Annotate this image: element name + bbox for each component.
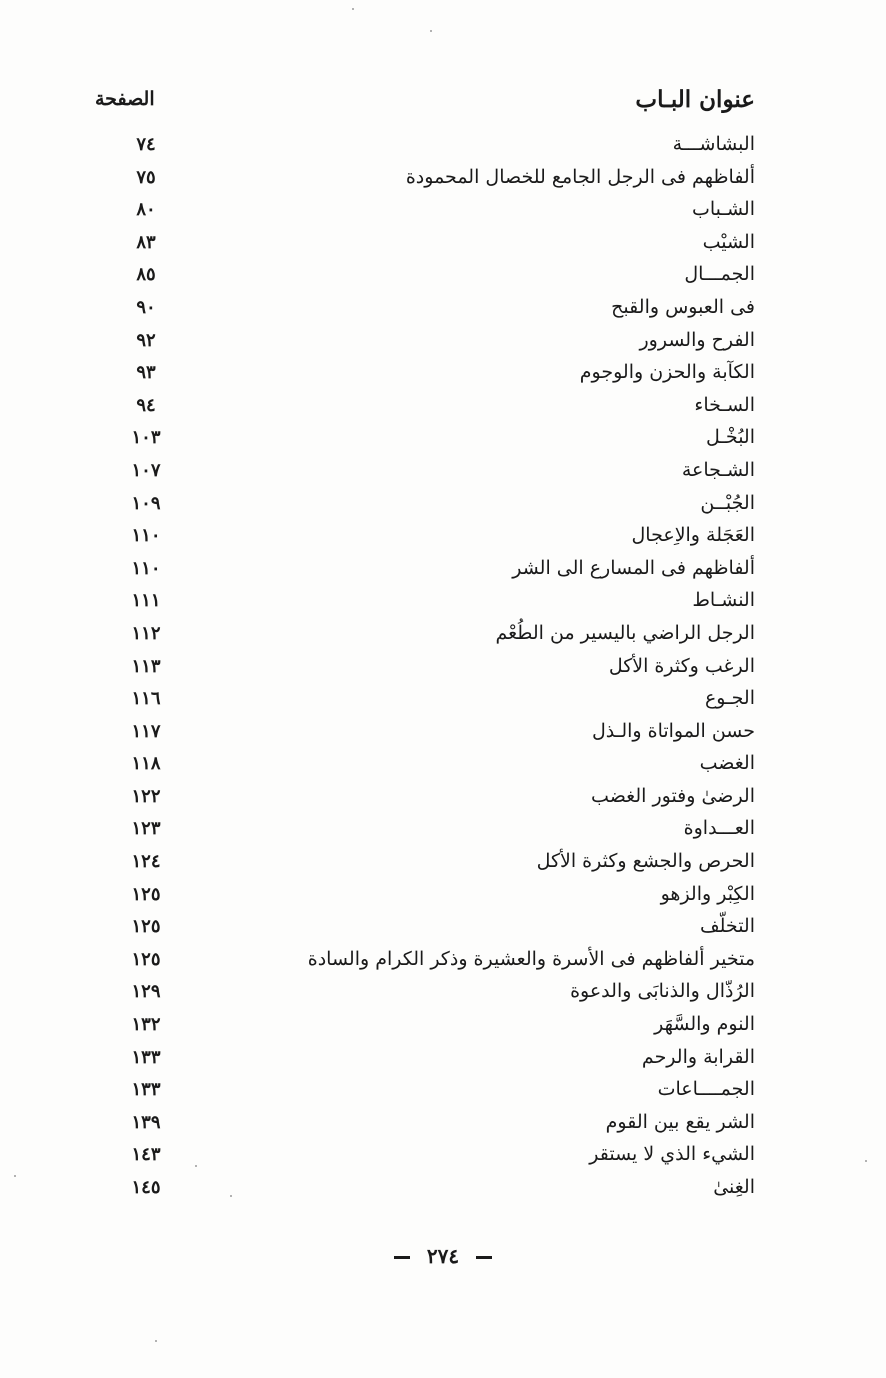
entry-page-number: ٩٣ (136, 362, 156, 384)
toc-entry (95, 652, 755, 685)
entry-page-number: ٧٤ (136, 134, 156, 155)
entry-title: الكآبة والحزن والوجوم (579, 361, 755, 384)
entry-page-number: ٩٠ (136, 296, 156, 318)
entry-page-number: ١٠٣ (131, 427, 161, 449)
entry-page-number: ١٢٥ (131, 916, 161, 938)
table-of-contents-header (95, 86, 755, 118)
toc-entry (95, 1173, 755, 1206)
toc-entry (95, 814, 755, 847)
entry-page-number: ١٣٣ (131, 1046, 161, 1068)
entry-page-number: ١٢٤ (131, 851, 161, 873)
entry-title: الشيْب (702, 230, 755, 253)
entry-page-number: ١١٣ (131, 655, 161, 677)
entry-page-number: ١٠٩ (131, 492, 161, 514)
toc-entry (95, 1108, 755, 1141)
entry-title: الحرص والجشع وكثرة الأكل (536, 850, 755, 873)
toc-entry (95, 1010, 755, 1043)
toc-entry (95, 717, 755, 750)
table-of-contents-list (95, 130, 755, 1206)
entry-title: الكِبْر والزهو (660, 882, 755, 905)
entry-page-number: ٧٥ (136, 166, 156, 188)
entry-title: البشاشـــة (672, 133, 755, 155)
toc-entry (95, 684, 755, 717)
entry-title: الغِنىٰ (713, 1176, 755, 1198)
entry-page-number: ٩٢ (136, 329, 156, 351)
entry-page-number: ١٢٥ (131, 883, 161, 905)
entry-title: السـخاء (694, 393, 755, 416)
entry-title: الشر يقع بين القوم (605, 1110, 755, 1133)
entry-title: البُخْـل (705, 426, 755, 449)
entry-title: الشيء الذي لا يستقر (589, 1143, 755, 1166)
chapter-title-column-heading: عنوان البـاب (635, 86, 755, 113)
toc-entry (95, 1043, 755, 1076)
entry-title: الرُذّال والذنابَى والدعوة (570, 980, 755, 1003)
toc-entry (95, 521, 755, 554)
entry-page-number: ١٢٣ (131, 818, 161, 840)
toc-entry (95, 456, 755, 489)
page-footer (0, 1244, 886, 1268)
toc-entry (95, 195, 755, 228)
entry-page-number: ١٤٣ (131, 1144, 161, 1166)
entry-title: الغضب (699, 752, 755, 775)
entry-page-number: ٩٤ (136, 394, 156, 416)
scan-speck (430, 30, 432, 32)
entry-title: الجمــــاعات (657, 1078, 755, 1101)
toc-entry (95, 260, 755, 293)
entry-title: متخير ألفاظهم فى الأسرة والعشيرة وذكر الكرام والسادة (307, 947, 755, 970)
entry-title: الشـجاعة (681, 458, 755, 481)
footer-dash-right (476, 1256, 492, 1259)
toc-entry (95, 847, 755, 880)
entry-title: العَجَلة والاِعجال (631, 524, 755, 547)
scan-speck (155, 1340, 157, 1342)
toc-entry (95, 619, 755, 652)
entry-title: النشـاط (692, 589, 755, 612)
page-number: ٢٧٤ (426, 1244, 460, 1268)
entry-page-number: ١٣٢ (131, 1014, 161, 1036)
toc-entry (95, 1075, 755, 1108)
toc-entry (95, 1140, 755, 1173)
entry-title: ألفاظهم فى الرجل الجامع للخصال المحمودة (405, 165, 755, 188)
entry-title: الرجل الراضي باليسير من الطُعْم (495, 621, 755, 644)
page-column-heading: الصفحة (95, 88, 155, 110)
toc-entry (95, 391, 755, 424)
toc-entry (95, 489, 755, 522)
entry-page-number: ٨٥ (136, 264, 156, 286)
scan-speck (865, 1160, 867, 1162)
toc-entry (95, 228, 755, 261)
scan-speck (230, 1195, 232, 1197)
scan-speck (352, 8, 354, 10)
toc-entry (95, 130, 755, 163)
entry-page-number: ١١٢ (131, 622, 161, 644)
toc-entry (95, 782, 755, 815)
entry-title: الشـباب (692, 198, 755, 221)
toc-entry (95, 945, 755, 978)
toc-entry (95, 749, 755, 782)
entry-title: الرضىٰ وفتور الغضب (591, 784, 755, 807)
entry-title: العـــداوة (683, 817, 755, 840)
entry-page-number: ١٢٩ (131, 981, 161, 1003)
entry-title: فى العبوس والقبح (611, 295, 755, 318)
entry-title: الجمـــال (684, 263, 755, 286)
toc-entry (95, 358, 755, 391)
toc-entry (95, 326, 755, 359)
toc-entry (95, 423, 755, 456)
toc-entry (95, 163, 755, 196)
toc-entry (95, 586, 755, 619)
scan-speck (195, 1165, 197, 1167)
entry-title: التخلّف (699, 915, 755, 938)
entry-page-number: ٨٣ (136, 231, 156, 253)
entry-page-number: ١١١ (131, 590, 161, 612)
entry-title: الفرح والسرور (639, 328, 755, 351)
toc-entry (95, 293, 755, 326)
toc-entry (95, 977, 755, 1010)
entry-title: الجُبْــن (700, 491, 755, 514)
entry-page-number: ١١٠ (131, 557, 161, 579)
entry-title: النوم والسَّهَر (654, 1013, 755, 1036)
footer-dash-left (394, 1256, 410, 1259)
entry-title: حسن المواتاة والـذل (591, 719, 755, 742)
entry-page-number: ١٣٩ (131, 1111, 161, 1133)
entry-page-number: ١١٠ (131, 525, 161, 547)
entry-page-number: ٨٠ (136, 199, 156, 221)
scan-speck (14, 1175, 16, 1177)
entry-page-number: ١٣٣ (131, 1079, 161, 1101)
entry-title: الرغب وكثرة الأكل (608, 654, 755, 677)
toc-entry (95, 912, 755, 945)
entry-page-number: ١٢٢ (131, 785, 161, 807)
entry-page-number: ١٢٥ (131, 948, 161, 970)
entry-page-number: ١١٦ (131, 688, 161, 710)
entry-title: ألفاظهم فى المسارع الى الشر (512, 556, 755, 579)
entry-title: القرابة والرحم (641, 1045, 755, 1068)
toc-entry (95, 880, 755, 913)
entry-page-number: ١١٨ (131, 753, 161, 775)
entry-page-number: ١٠٧ (131, 459, 161, 481)
entry-page-number: ١١٧ (131, 720, 161, 742)
entry-page-number: ١٤٥ (131, 1177, 161, 1198)
toc-entry (95, 554, 755, 587)
entry-title: الجـوع (704, 687, 755, 710)
